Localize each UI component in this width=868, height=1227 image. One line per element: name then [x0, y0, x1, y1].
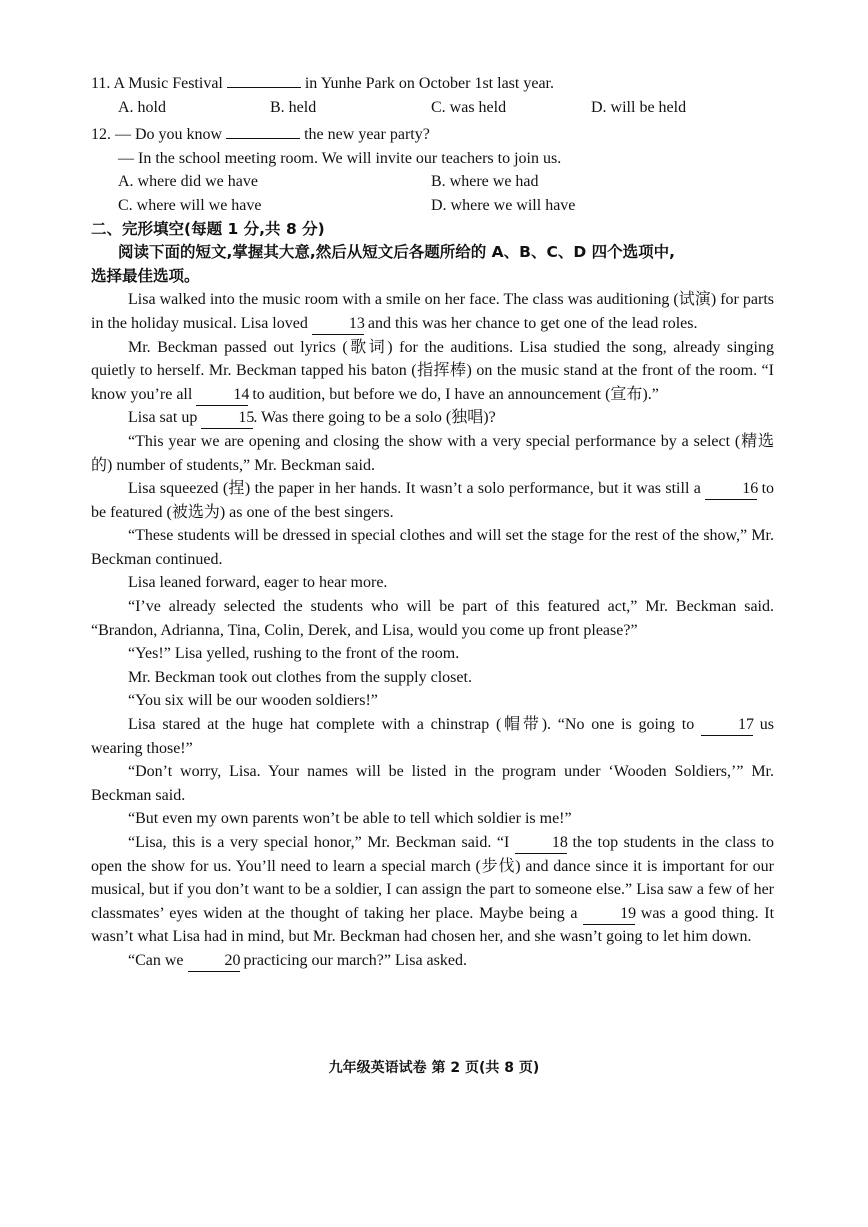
q11-option-c[interactable]: C. was held — [431, 98, 507, 116]
p16-text-b: practicing our march?” Lisa asked. — [243, 951, 467, 969]
q11-options — [91, 96, 774, 120]
cloze-blank-14[interactable]: 14 — [196, 386, 248, 406]
cloze-blank-19[interactable]: 19 — [583, 905, 635, 925]
passage-paragraph-10: Mr. Beckman took out clothes from the supply closet. — [128, 668, 472, 686]
q11-answer-blank[interactable] — [227, 68, 301, 88]
passage-paragraph-5 — [91, 477, 774, 524]
q12-option-a[interactable]: A. where did we have — [118, 173, 258, 191]
q11-option-a[interactable]: A. hold — [118, 98, 166, 116]
p15-text-c: was a good thing. It wasn’t what Lisa had in mind, but Mr. Beckman had chosen her, and she wasn’t going to let him down. — [91, 904, 775, 946]
passage-paragraph-15 — [91, 831, 774, 949]
cloze-blank-20[interactable]: 20 — [188, 952, 240, 972]
p15-text-a: “Lisa, this is a very special honor,” Mr. Beckman said. “I — [128, 834, 510, 851]
passage-paragraph-11: “You six will be our wooden soldiers!” — [128, 692, 378, 710]
passage-paragraph-7: Lisa leaned forward, eager to hear more. — [128, 574, 388, 592]
q11-stem-end: in Yunhe Park on October 1st last year. — [304, 75, 554, 92]
p2-text-b: to audition, but before we do, I have an announcement (宣布).” — [252, 385, 659, 403]
q11-stem-start: 11. A Music Festival — [91, 75, 223, 92]
page-footer: 九年级英语试卷 第 2 页(共 8 页) — [328, 1060, 540, 1076]
section-2-instruction-line-1: 阅读下面的短文,掌握其大意,然后从短文后各题所给的 A、B、C、D 四个选项中, — [118, 243, 676, 262]
q12-option-c[interactable]: C. where will we have — [118, 196, 262, 214]
q12-stem-start: 12. — Do you know — [91, 126, 223, 144]
passage-paragraph-1 — [91, 288, 774, 335]
p3-text-a: Lisa sat up — [128, 409, 198, 427]
p5-text-a: Lisa squeezed (捏) the paper in her hands. It wasn’t a solo performance, but it was still a — [128, 480, 701, 498]
cloze-passage — [91, 288, 774, 972]
passage-paragraph-16 — [91, 949, 774, 973]
q11-option-d[interactable]: D. will be held — [591, 98, 687, 116]
cloze-blank-13[interactable]: 13 — [312, 315, 364, 335]
question-11-stem — [91, 68, 774, 96]
question-12-stem — [91, 119, 774, 147]
q11-option-b[interactable]: B. held — [270, 98, 317, 116]
passage-paragraph-4: “This year we are opening and closing the show with a very special performance by a select (精选的) number of students,” Mr. Beckman said. — [91, 432, 774, 474]
p1-text-a: Lisa walked into the music room with a smile on her face. The class was auditioning (试演) for parts in the holiday musical. Lisa loved — [91, 291, 774, 332]
p15-text-b: the top students in the class to open the show for us. You’ll need to learn a special march (步伐) and dance since it is important for our musical, but if you don’t want to be a soldier, I can assign the part to someone else.” Lisa saw a few of her classmates’ eyes widen at the thought of taking her place. Maybe being a — [91, 834, 775, 922]
cloze-blank-16[interactable]: 16 — [705, 480, 757, 500]
section-2-instruction-line-2: 选择最佳选项。 — [91, 266, 200, 285]
q12-stem-end: the new year party? — [304, 126, 430, 144]
cloze-blank-17[interactable]: 17 — [701, 716, 753, 736]
passage-paragraph-14: “But even my own parents won’t be able to tell which soldier is me!” — [128, 810, 572, 828]
passage-paragraph-8: “I’ve already selected the students who will be part of this featured act,” Mr. Beckman said. “Brandon, Adrianna, Tina, Colin, Derek, and Lisa, would you come up front please?” — [91, 598, 774, 639]
p3-text-b: . Was there going to be a solo (独唱)? — [253, 409, 496, 427]
p5-text-b: to be featured (被选为) as one of the best singers. — [91, 480, 775, 521]
page-content — [91, 68, 774, 973]
q12-option-d[interactable]: D. where we will have — [431, 196, 576, 214]
passage-paragraph-6: “These students will be dressed in special clothes and will set the stage for the rest of the show,” Mr. Beckman continued. — [91, 527, 774, 568]
section-2-title: 二、完形填空(每题 1 分,共 8 分) — [91, 219, 325, 238]
p2-text-a: Mr. Beckman passed out lyrics (歌词) for the auditions. Lisa studied the song, already singing quietly to herself. Mr. Beckman tapped his baton (指挥棒) on the music stand at the front of the room. “I know you’re all — [91, 338, 774, 403]
passage-paragraph-3 — [91, 406, 774, 430]
p12-text-b: us wearing those!” — [91, 716, 775, 757]
p12-text-a: Lisa stared at the huge hat complete with a chinstrap (帽带). “No one is going to — [128, 716, 695, 734]
passage-paragraph-12 — [91, 713, 774, 760]
q12-answer-blank[interactable] — [226, 119, 300, 139]
p16-text-a: “Can we — [128, 951, 184, 969]
p1-text-b: and this was her chance to get one of the lead roles. — [367, 314, 698, 332]
cloze-blank-15[interactable]: 15 — [201, 409, 253, 429]
q12-option-b[interactable]: B. where we had — [431, 173, 539, 191]
q12-options-row-2 — [91, 194, 774, 218]
q12-options-row-1 — [91, 170, 774, 194]
passage-paragraph-13: “Don’t worry, Lisa. Your names will be listed in the program under ‘Wooden Soldiers,’” Mr. Beckman said. — [91, 763, 774, 804]
passage-paragraph-9: “Yes!” Lisa yelled, rushing to the front of the room. — [128, 645, 460, 663]
cloze-blank-18[interactable]: 18 — [515, 834, 567, 854]
q12-reply: — In the school meeting room. We will invite our teachers to join us. — [118, 149, 562, 167]
passage-paragraph-2 — [91, 336, 774, 407]
